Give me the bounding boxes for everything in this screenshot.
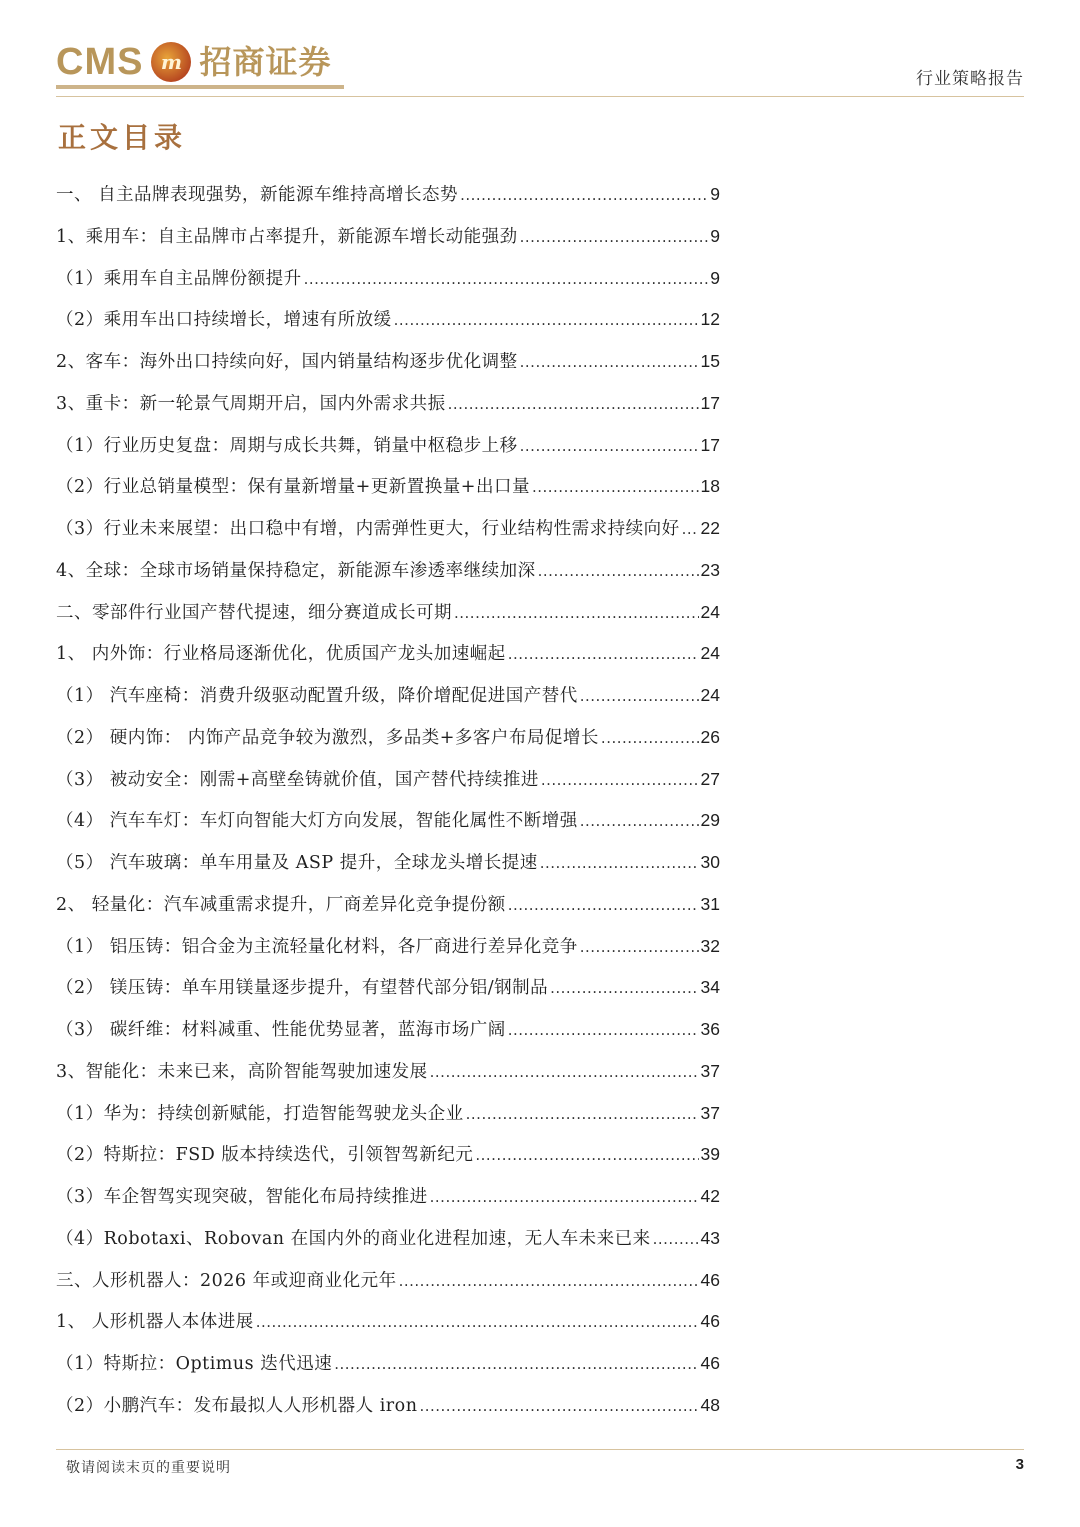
toc-entry-page: 17 [700, 392, 720, 413]
toc-leader-dots [520, 426, 699, 468]
toc-entry-page: 34 [700, 977, 720, 998]
toc-entry-title: （1） 汽车座椅：消费升级驱动配置升级，降价增配促进国产替代 [56, 686, 578, 706]
toc-entry-title: 3、智能化：未来已来，高阶智能驾驶加速发展 [56, 1061, 428, 1082]
toc-entry-page: 17 [700, 434, 720, 455]
toc-entry-page: 27 [700, 768, 720, 789]
toc-leader-dots [399, 1261, 699, 1303]
toc-entry[interactable] [56, 759, 720, 801]
toc-entry-page: 31 [700, 893, 720, 914]
toc-leader-dots [508, 634, 699, 676]
toc-entry[interactable] [56, 633, 720, 675]
toc-entry[interactable] [56, 1134, 720, 1176]
toc-entry-title: （3）行业未来展望：出口稳中有增，内需弹性更大，行业结构性需求持续向好 [56, 519, 680, 539]
toc-leader-dots [520, 217, 709, 259]
toc-entry-page: 24 [700, 685, 720, 705]
toc-entry-page: 46 [700, 1311, 720, 1332]
toc-leader-dots [448, 384, 699, 426]
toc-entry[interactable] [56, 550, 720, 592]
toc-leader-dots [334, 1344, 698, 1386]
toc-entry-page: 46 [700, 1269, 720, 1290]
toc-leader-dots [430, 1052, 699, 1094]
toc-entry[interactable] [56, 675, 720, 717]
toc-leader-dots [394, 300, 699, 342]
toc-entry[interactable] [56, 425, 720, 467]
toc-entry-page: 42 [700, 1186, 720, 1206]
toc-entry[interactable] [56, 466, 720, 508]
toc-entry-title: （1）华为：持续创新赋能，打造智能驾驶龙头企业 [56, 1103, 464, 1124]
toc-entry-title: 2、 轻量化：汽车减重需求提升，厂商差异化竞争提份额 [56, 894, 506, 915]
toc-leader-dots [256, 1302, 699, 1344]
footer-disclaimer: 敬请阅读末页的重要说明 [66, 1460, 231, 1476]
toc-leader-dots [653, 1219, 699, 1261]
toc-entry-title: （2）小鹏汽车：发布最拟人人形机器人 iron [56, 1395, 418, 1416]
toc-entry-title: （3） 碳纤维：材料减重、性能优势显著，蓝海市场广阔 [56, 1020, 506, 1040]
toc-leader-dots [419, 1386, 698, 1428]
toc-entry[interactable] [56, 383, 720, 425]
toc-entry-page: 36 [700, 1019, 720, 1039]
logo-latin-text: CMS [56, 41, 144, 83]
toc-entry-title: （2）乘用车出口持续增长，增速有所放缓 [56, 310, 392, 331]
toc-entry[interactable] [56, 1343, 720, 1385]
toc-entry-title: （2）特斯拉：FSD 版本持续迭代，引领智驾新纪元 [56, 1145, 474, 1166]
toc-entry-title: （1）行业历史复盘：周期与成长共舞，销量中枢稳步上移 [56, 435, 518, 456]
toc-entry[interactable] [56, 1218, 720, 1260]
toc-entry[interactable] [56, 1385, 720, 1427]
toc-entry-title: （5） 汽车玻璃：单车用量及 ASP 提升，全球龙头增长提速 [56, 853, 538, 873]
toc-entry[interactable] [56, 717, 720, 759]
toc-entry-page: 24 [700, 643, 720, 664]
toc-entry[interactable] [56, 1009, 720, 1051]
toc-entry-page: 37 [700, 1060, 720, 1081]
toc-leader-dots [466, 1094, 699, 1136]
toc-entry-page: 32 [700, 935, 720, 956]
toc-entry-title: 1、 内外饰：行业格局逐渐优化，优质国产龙头加速崛起 [56, 644, 506, 665]
toc-entry-page: 37 [700, 1102, 720, 1123]
toc-entry-title: （1）特斯拉：Optimus 迭代迅速 [56, 1354, 333, 1374]
toc-entry-page: 12 [700, 309, 720, 330]
toc-entry[interactable] [56, 592, 720, 634]
toc-leader-dots [580, 927, 699, 969]
toc-entry-title: （3）车企智驾实现突破，智能化布局持续推进 [56, 1187, 428, 1207]
toc-leader-dots [580, 801, 699, 843]
toc-entry[interactable] [56, 926, 720, 968]
toc-entry-page: 18 [700, 476, 720, 497]
toc-entry[interactable] [56, 508, 720, 550]
toc-entry-page: 39 [700, 1144, 720, 1165]
toc-entry-page: 22 [700, 518, 720, 538]
toc-leader-dots [540, 843, 699, 885]
toc-entry-page: 48 [700, 1394, 720, 1415]
page-title: 正文目录 [58, 121, 187, 154]
toc-entry[interactable] [56, 884, 720, 926]
toc-leader-dots [682, 509, 699, 551]
toc-leader-dots [550, 968, 698, 1010]
toc-entry-title: 2、客车：海外出口持续向好，国内销量结构逐步优化调整 [56, 352, 518, 372]
toc-entry[interactable] [56, 174, 720, 216]
toc-entry-title: （1）乘用车自主品牌份额提升 [56, 268, 302, 289]
toc-entry[interactable] [56, 800, 720, 842]
toc-leader-dots [508, 1010, 699, 1052]
toc-entry-title: （3） 被动安全：刚需+高壁垒铸就价值，国产替代持续推进 [56, 769, 539, 790]
toc-entry[interactable] [56, 1093, 720, 1135]
footer-divider [56, 1449, 1024, 1450]
toc-leader-dots [460, 175, 708, 217]
toc-entry-title: （2） 硬内饰： 内饰产品竞争较为激烈，多品类+多客户布局促增长 [56, 727, 599, 748]
toc-entry-title: 二、零部件行业国产替代提速，细分赛道成长可期 [56, 602, 452, 623]
toc-leader-dots [520, 342, 699, 384]
toc-entry[interactable] [56, 1301, 720, 1343]
toc-entry-title: （4） 汽车车灯：车灯向智能大灯方向发展，智能化属性不断增强 [56, 811, 578, 832]
toc-leader-dots [601, 718, 699, 760]
toc-entry[interactable] [56, 299, 720, 341]
toc-entry-page: 43 [700, 1227, 720, 1248]
toc-entry-page: 26 [700, 726, 720, 747]
toc-entry[interactable] [56, 967, 720, 1009]
toc-entry-title: 1、乘用车：自主品牌市占率提升，新能源车增长动能强劲 [56, 226, 518, 247]
toc-entry-title: 1、 人形机器人本体进展 [56, 1312, 254, 1333]
report-type: 行业策略报告 [916, 69, 1024, 89]
toc-leader-dots [580, 676, 699, 718]
toc-entry[interactable] [56, 1176, 720, 1218]
toc-entry-page: 15 [700, 351, 720, 371]
logo-underline [56, 85, 344, 89]
toc-entry-title: 3、重卡：新一轮景气周期开启，国内外需求共振 [56, 393, 446, 414]
toc-entry-page: 9 [710, 225, 720, 246]
toc-entry[interactable] [56, 341, 720, 383]
toc-leader-dots [430, 1177, 699, 1219]
toc-entry[interactable] [56, 1260, 720, 1302]
toc-leader-dots [304, 259, 709, 301]
toc-entry-page: 29 [700, 810, 720, 831]
toc-entry-title: 4、全球：全球市场销量保持稳定，新能源车渗透率继续加深 [56, 560, 536, 581]
header-divider [56, 96, 1024, 97]
company-logo [56, 38, 331, 86]
toc-entry-title: （1） 铝压铸：铝合金为主流轻量化材料，各厂商进行差异化竞争 [56, 936, 578, 957]
toc-entry-page: 30 [700, 852, 720, 872]
toc-entry[interactable] [56, 216, 720, 258]
page-header [56, 38, 1024, 98]
toc-entry-title: （2） 镁压铸：单车用镁量逐步提升，有望替代部分铝/钢制品 [56, 978, 549, 999]
toc-leader-dots [475, 1135, 698, 1177]
table-of-contents [56, 174, 720, 1427]
toc-entry[interactable] [56, 842, 720, 884]
logo-emblem-icon: m [151, 42, 191, 82]
toc-entry-page: 46 [700, 1353, 720, 1373]
toc-leader-dots [532, 467, 699, 509]
toc-entry-title: （4）Robotaxi、Robovan 在国内外的商业化进程加速，无人车未来已来 [56, 1228, 651, 1249]
toc-entry[interactable] [56, 258, 720, 300]
toc-entry-title: （2）行业总销量模型：保有量新增量+更新置换量+出口量 [56, 477, 530, 498]
toc-leader-dots [454, 593, 699, 635]
toc-entry[interactable] [56, 1051, 720, 1093]
toc-entry-title: 三、人形机器人：2026 年或迎商业化元年 [56, 1270, 397, 1291]
toc-leader-dots [538, 551, 699, 593]
toc-entry-title: 一、 自主品牌表现强势，新能源车维持高增长态势 [56, 185, 459, 205]
toc-entry-page: 9 [710, 267, 720, 288]
toc-leader-dots [508, 885, 699, 927]
logo-chinese-text: 招商证券 [199, 43, 332, 81]
footer-page-number: 3 [1015, 1456, 1024, 1473]
toc-entry-page: 9 [710, 184, 720, 204]
toc-leader-dots [541, 760, 699, 802]
toc-entry-page: 23 [700, 559, 720, 580]
toc-entry-page: 24 [700, 601, 720, 622]
